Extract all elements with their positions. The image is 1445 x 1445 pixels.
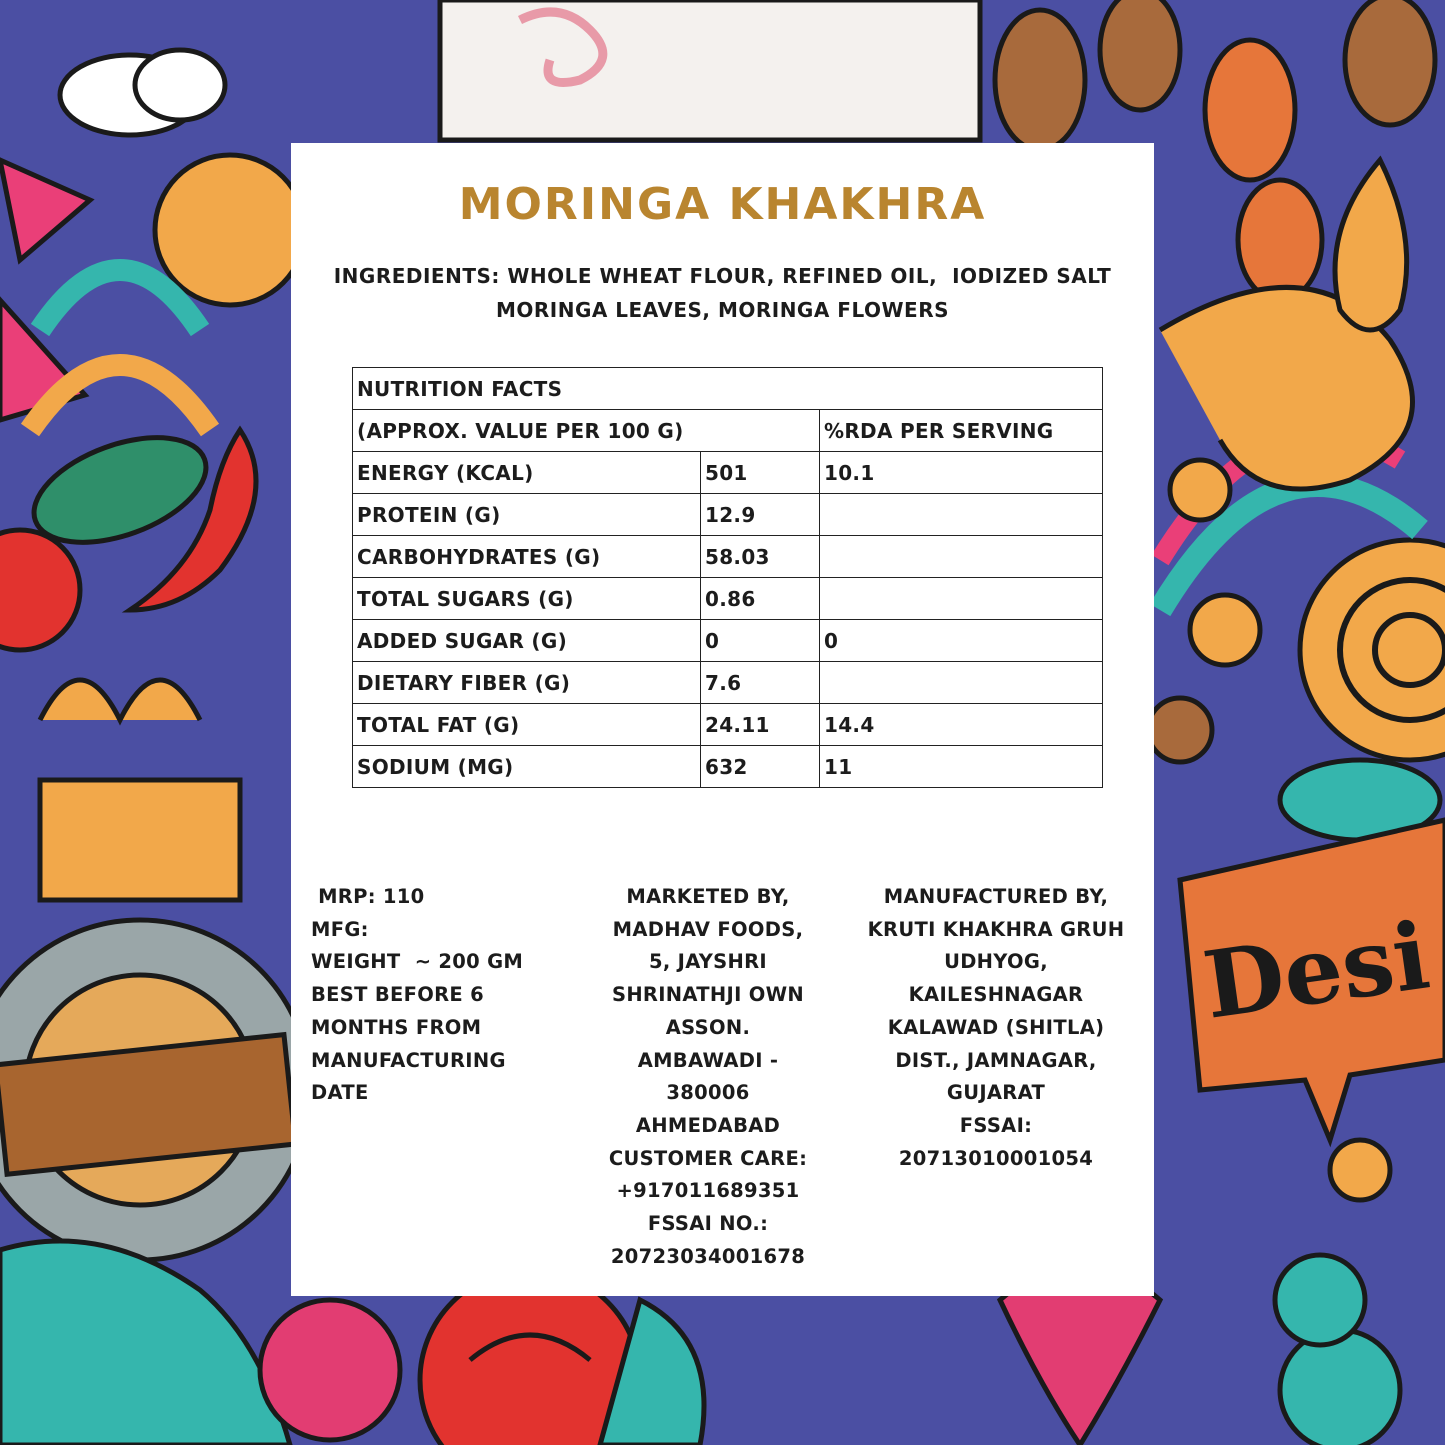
- nutrition-subheader-left: (APPROX. VALUE PER 100 G): [353, 410, 820, 452]
- mrp-details: [311, 881, 551, 1110]
- nutrient-value: 501: [701, 452, 820, 494]
- marketed-by-details: [583, 881, 833, 1273]
- manufactured-line: KRUTI KHAKHRA GRUH: [867, 917, 1125, 941]
- marketed-line: +917011689351: [616, 1179, 800, 1203]
- table-row: [353, 368, 1103, 410]
- manufactured-line: MANUFACTURED BY,: [883, 885, 1109, 908]
- mrp-line: BEST BEFORE 6: [311, 983, 484, 1007]
- nutrient-rda: 0: [820, 620, 1103, 662]
- nutrient-rda: [820, 578, 1103, 620]
- nutrient-rda: [820, 536, 1103, 578]
- nutrient-value: 58.03: [701, 536, 820, 578]
- nutrient-rda: 14.4: [820, 704, 1103, 746]
- manufactured-line: 20713010001054: [898, 1146, 1094, 1170]
- mrp-line: WEIGHT ~ 200 GM: [311, 950, 524, 974]
- marketed-line: MADHAV FOODS,: [612, 917, 804, 941]
- ingredients-block: [291, 259, 1154, 327]
- nutrient-value: 632: [701, 746, 820, 788]
- nutrient-value: 24.11: [701, 704, 820, 746]
- marketed-line: ASSON.: [665, 1015, 751, 1039]
- nutrient-name: CARBOHYDRATES (G): [353, 536, 701, 578]
- nutrition-subheader-right: %RDA PER SERVING: [820, 410, 1103, 452]
- table-row: [353, 578, 1103, 620]
- nutrient-value: 0: [701, 620, 820, 662]
- manufactured-line: DIST., JAMNAGAR,: [895, 1048, 1097, 1072]
- nutrient-rda: 10.1: [820, 452, 1103, 494]
- nutrient-name: TOTAL SUGARS (G): [353, 578, 701, 620]
- mrp-line: MFG:: [311, 917, 369, 941]
- manufactured-line: FSSAI:: [959, 1113, 1033, 1137]
- marketed-line: AMBAWADI -: [637, 1048, 779, 1072]
- nutrient-name: SODIUM (MG): [353, 746, 701, 788]
- nutrition-facts-table: [352, 367, 1103, 788]
- marketed-line: FSSAI NO.:: [647, 1212, 769, 1236]
- mrp-line: MANUFACTURING: [311, 1048, 506, 1072]
- manufactured-line: KALAWAD (SHITLA): [887, 1015, 1105, 1039]
- mrp-line: MONTHS FROM: [311, 1015, 482, 1039]
- table-row: [353, 704, 1103, 746]
- desi-sign-text: Desi: [1197, 901, 1436, 1040]
- table-row: [353, 410, 1103, 452]
- manufactured-by-details: [856, 881, 1136, 1175]
- nutrient-name: DIETARY FIBER (G): [353, 662, 701, 704]
- marketed-line: AHMEDABAD: [635, 1113, 781, 1137]
- nutrient-rda: [820, 494, 1103, 536]
- ingredients-line: INGREDIENTS: WHOLE WHEAT FLOUR, REFINED OIL, IODIZED SALT: [333, 264, 1112, 288]
- table-row: [353, 536, 1103, 578]
- marketed-line: CUSTOMER CARE:: [608, 1146, 808, 1170]
- marketed-line: 5, JAYSHRI: [648, 950, 767, 974]
- table-row: [353, 452, 1103, 494]
- nutrient-rda: [820, 662, 1103, 704]
- nutrition-header: NUTRITION FACTS: [353, 368, 1103, 410]
- table-row: [353, 662, 1103, 704]
- nutrient-value: 12.9: [701, 494, 820, 536]
- marketed-line: 20723034001678: [610, 1244, 806, 1268]
- marketed-line: SHRINATHJI OWN: [611, 983, 805, 1007]
- manufactured-line: UDHYOG,: [944, 950, 1048, 974]
- product-title: MORINGA KHAKHRA: [458, 179, 987, 230]
- marketed-line: MARKETED BY,: [626, 885, 790, 908]
- manufactured-line: KAILESHNAGAR: [908, 983, 1084, 1007]
- nutrient-name: TOTAL FAT (G): [353, 704, 701, 746]
- nutrient-name: ENERGY (KCAL): [353, 452, 701, 494]
- nutrient-value: 7.6: [701, 662, 820, 704]
- nutrient-value: 0.86: [701, 578, 820, 620]
- nutrient-rda: 11: [820, 746, 1103, 788]
- table-row: [353, 620, 1103, 662]
- nutrient-name: ADDED SUGAR (G): [353, 620, 701, 662]
- mrp-line: MRP: 110: [311, 885, 425, 908]
- product-label-card: [291, 143, 1154, 1296]
- manufactured-line: GUJARAT: [946, 1081, 1046, 1105]
- ingredients-line: MORINGA LEAVES, MORINGA FLOWERS: [495, 298, 950, 322]
- table-row: [353, 746, 1103, 788]
- marketed-line: 380006: [666, 1081, 750, 1105]
- nutrient-name: PROTEIN (G): [353, 494, 701, 536]
- mrp-line: DATE: [311, 1081, 369, 1105]
- table-row: [353, 494, 1103, 536]
